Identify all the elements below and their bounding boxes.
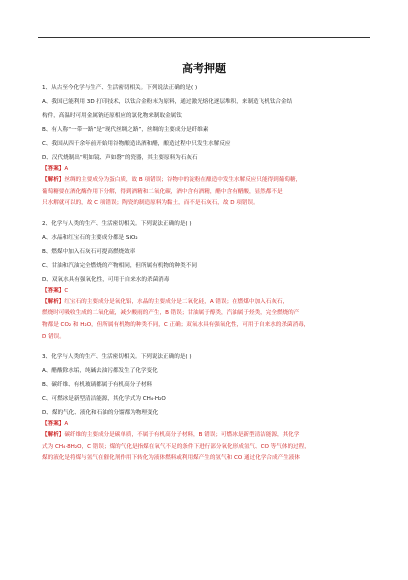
option-d: D、煤的气化、液化和石油的分馏都为物理变化 (42, 410, 159, 417)
option-c: C、我国从四千余年前开始用谷物酿造出酒和醋，酿造过程中只发生水解反应 (42, 141, 231, 147)
analysis-line-1 (42, 176, 372, 185)
analysis-text: 碳纤维的主要成分是碳单质，不属于有机高分子材料，B 错误；可燃冰是新型清洁能源，其化学 (64, 432, 300, 439)
analysis-line-1 (42, 431, 372, 440)
option-a-line-2: 构件，高温时可用金属钠还原相应的氯化物来制取金属钛 (42, 113, 182, 119)
question-stem: 1、从古至今化学与生产、生活密切相关。下列说法正确的是( ) (42, 85, 198, 91)
question-2 (42, 220, 372, 341)
option-b: B、有人称“一带一路”是“现代丝绸之路”，丝绸的主要成分是纤维素 (42, 127, 209, 133)
page-title: 高考押题 (182, 62, 226, 75)
analysis-label: 【解析】 (42, 298, 65, 305)
analysis-text: 红宝石的主要成分是氧化铝，水晶的主要成分是二氧化硅，A 错误；在燃煤中加入石灰石， (64, 298, 289, 305)
answer-label: 【答案】 (42, 166, 65, 172)
option-b: B、碳纤维、有机玻璃都属于有机高分子材料 (42, 382, 153, 389)
option-a: A、水晶和红宝石的主要成分都是 SiO₂ (42, 234, 138, 241)
analysis-line-2: 葡萄糖要在酒化酶作用下分解，得到酒精和二氧化碳，酒中含有酒精，醋中含有醋酸，显然都不是 (42, 188, 283, 195)
answer-label: 【答案】 (42, 287, 65, 294)
analysis-label: 【解析】 (42, 432, 65, 439)
option-b: B、燃煤中加入石灰石可提高燃烧效率 (42, 248, 136, 255)
analysis-line-3: 物都是 CO₂ 和 H₂O，但所属有机物的种类不同，C 正确；双氧水具有强氧化性，可用于自来水的杀菌消毒， (42, 321, 310, 328)
analysis-text: 丝绸的主要成分为蛋白质，故 B 项错误；谷物中的淀粉在酿造中发生水解反应只能得到葡萄糖， (64, 177, 302, 183)
answer-line (42, 165, 372, 173)
question-3 (42, 353, 372, 463)
answer-value: A (64, 166, 69, 172)
question-1 (42, 84, 372, 208)
answer-label: 【答案】 (42, 421, 65, 428)
option-d: D、双氧水具有强氧化性，可用于自来水的杀菌消毒 (42, 276, 170, 283)
analysis-line-2: 式为 CH₄·8H₂O，C 错误；煤的气化是指煤在氧气不足的条件下进行部分氧化形成氢气、CO 等气体的过程， (42, 443, 310, 450)
document-content (42, 80, 372, 463)
option-a: A、醋酸除水垢，纯碱去油污都发生了化学变化 (42, 368, 158, 375)
option-a-line-1: A、我国已能利用 3D 打印技术，以钛合金粉末为原料，通过激光熔化逐层堆积，来制造飞机钛合金结 (42, 99, 293, 105)
analysis-line-3: 煤的液化是将煤与氢气在催化剂作用下转化为液体燃料或利用煤产生的氢气和 CO 通过化学合成产生液体 (42, 455, 300, 462)
analysis-line-1 (42, 298, 372, 307)
answer-line (42, 287, 372, 295)
analysis-line-4: D 错误。 (42, 333, 65, 340)
option-c: C、可燃冰是新型清洁能源，其化学式为 CH₄·H₂O (42, 396, 166, 403)
analysis-label: 【解析】 (42, 177, 65, 183)
header-rule (38, 37, 370, 38)
question-stem: 3、化学与人类的生产、生活密切相关。下列说法正确的是( ) (42, 354, 192, 361)
question-stem: 2、化学与人类的生产、生活密切相关。下列说法正确的是( ) (42, 220, 192, 227)
option-c: C、甘油和汽油完全燃烧的产物相同，但所属有机物的种类不同 (42, 262, 197, 269)
analysis-line-3: 只水解就可以的，故 C 项错误；陶瓷的制造原料为黏土，而不是石灰石，故 D 项错误。 (42, 200, 259, 207)
answer-value: C (64, 287, 69, 294)
analysis-line-2: 燃烧时可吸收生成的二氧化硫，减少酸雨的产生，B 错误；甘油属于醇类，汽油属于烃类，完全燃烧的产 (42, 310, 300, 317)
answer-line (42, 420, 372, 428)
answer-value: A (64, 421, 69, 428)
option-d: D、汉代烧制出“明如镜、声如磬”的瓷器，其主要原料为石灰石 (42, 155, 198, 161)
